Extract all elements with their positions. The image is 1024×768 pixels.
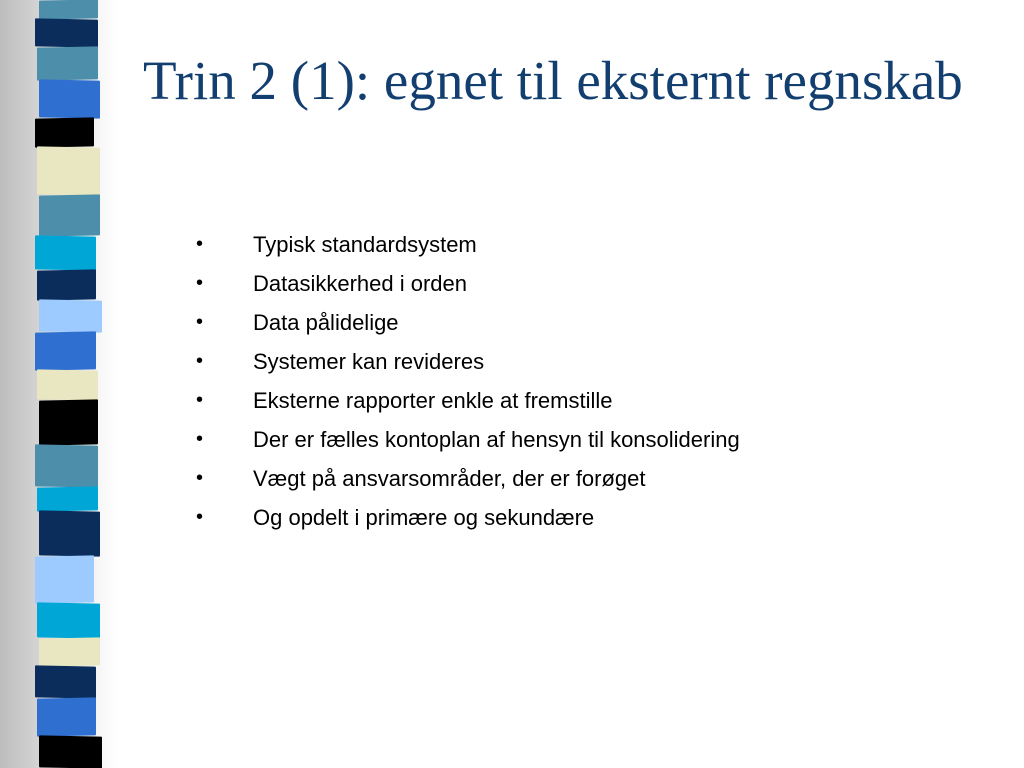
decorative-stripe [39,299,102,332]
bullet-item-7 [190,459,950,498]
bullet-marker: • [196,389,204,411]
bullet-item-5 [190,381,950,420]
bullet-list [190,225,950,537]
decorative-stripe [37,697,96,736]
bullet-item-3 [190,303,950,342]
decorative-stripe [39,510,100,556]
bullet-marker: • [196,233,204,255]
decorative-stripe [35,665,96,698]
decorative-stripe [39,735,102,768]
bullet-text: Og opdelt i primære og sekundære [253,505,595,530]
bullet-item-8 [190,498,950,537]
bullet-text: Typisk standardsystem [253,232,477,257]
bullet-text: Der er fælles kontoplan af hensyn til konsolidering [253,427,740,452]
decorative-stripe [35,331,96,370]
decorative-stripe [39,79,100,118]
bullet-text: Data pålidelige [253,310,399,335]
bullet-marker: • [196,506,204,528]
bullet-item-2 [190,264,950,303]
decorative-stripe [37,602,100,638]
decorative-stripe [37,46,98,80]
decorative-stripe [37,146,100,195]
decorative-stripe [35,444,98,487]
bullet-text: Systemer kan revideres [253,349,485,374]
decorative-stripe-column [0,0,118,768]
decorative-stripe [37,269,96,300]
decorative-stripe [37,486,98,511]
decorative-stripe [35,117,94,147]
decorative-stripe [35,235,96,270]
slide-title: Trin 2 (1): egnet til eksternt regnskab [143,50,963,111]
bullet-item-4 [190,342,950,381]
bullet-text: Vægt på ansvarsområder, der er forøget [253,466,646,491]
decorative-stripe [37,369,98,400]
decorative-stripe [35,555,94,603]
bullet-text: Datasikkerhed i orden [253,271,468,296]
decorative-stripe [39,0,98,20]
decorative-stripe [39,194,100,236]
bullet-item-6 [190,420,950,459]
bullet-marker: • [196,467,204,489]
decorative-stripe [39,637,100,666]
bullet-item-1 [190,225,950,264]
bullet-text: Eksterne rapporter enkle at fremstille [253,388,613,413]
decorative-stripe [39,399,98,445]
decorative-stripe [35,18,98,47]
bullet-marker: • [196,350,204,372]
bullet-marker: • [196,428,204,450]
bullet-marker: • [196,311,204,333]
bullet-marker: • [196,272,204,294]
